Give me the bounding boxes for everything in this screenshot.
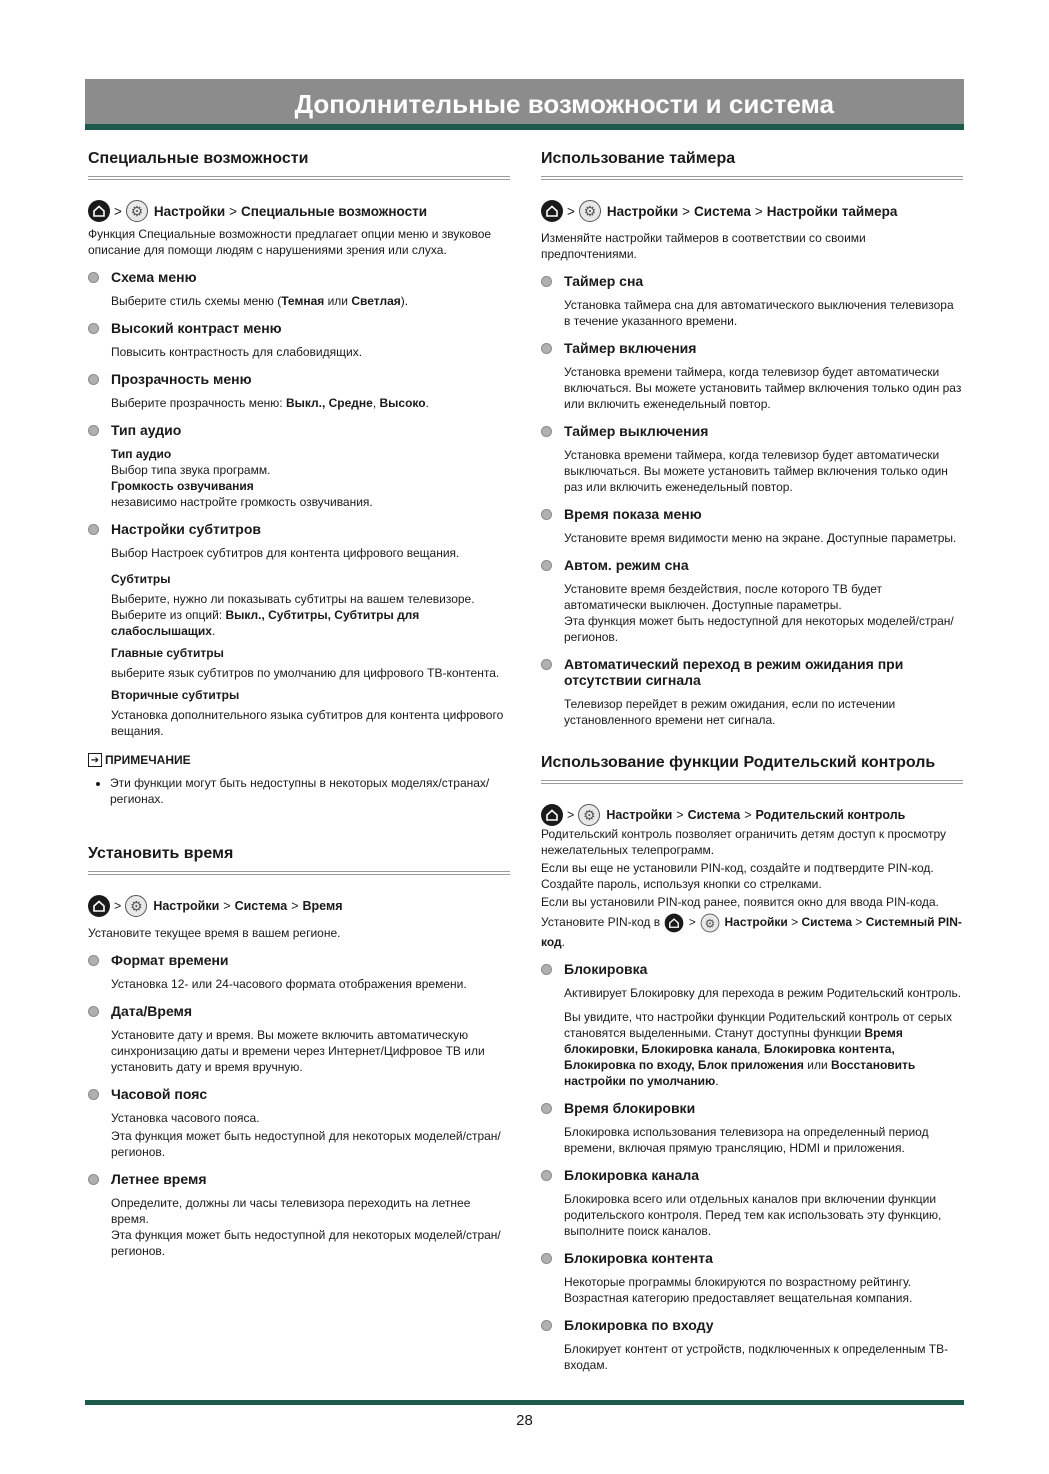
item-title: Дата/Время bbox=[111, 1003, 193, 1019]
item-text: Повысить контрастность для слабовидящих. bbox=[111, 345, 363, 359]
item-title: Блокировка bbox=[564, 961, 648, 977]
item-title: Настройки субтитров bbox=[111, 521, 262, 537]
item-title: Схема меню bbox=[111, 269, 197, 285]
item-text: Вы увидите, что настройки функции Родительский контроль от серых становятся выделенными. Станут доступны функции Время блокировки, Блокировка канала, Блокировка контента, Блокировка по входу, Блок приложения или Восстановить настройки по умолчанию. bbox=[564, 1010, 952, 1088]
intro-text: Установите PIN-код в > ⚙ Настройки > Система > Системный PIN-код. bbox=[541, 915, 962, 949]
item-title: Летнее время bbox=[111, 1171, 207, 1187]
intro-text: Родительский контроль позволяет ограничить детям доступ к просмотру нежелательных телепрограмм. bbox=[541, 827, 947, 857]
page-number: 28 bbox=[516, 1412, 533, 1429]
breadcrumb-item: Настройки bbox=[153, 899, 220, 913]
breadcrumb: > ⚙ Настройки > Специальные возможности bbox=[88, 200, 510, 222]
item-title: Таймер включения bbox=[564, 340, 697, 356]
item-title: Автом. режим сна bbox=[564, 557, 689, 573]
item-text: Блокировка использования телевизора на определенный период времени, включая прямую трансляцию, HDMI и приложения. bbox=[564, 1125, 929, 1155]
intro-text: Если вы установили PIN-код ранее, появится окно для ввода PIN-кода. bbox=[541, 895, 939, 909]
bullet-icon bbox=[541, 560, 552, 571]
item-text: Блокирует контент от устройств, подключенных к определенным ТВ-входам. bbox=[564, 1342, 949, 1372]
list-item bbox=[541, 1250, 963, 1306]
item-text: Установка 12- или 24-часового формата отображения времени. bbox=[111, 977, 467, 991]
right-column bbox=[541, 150, 963, 1373]
list-item bbox=[541, 1167, 963, 1239]
page-title: Дополнительные возможности и система bbox=[294, 89, 834, 119]
list-item bbox=[541, 340, 963, 412]
item-title: Формат времени bbox=[111, 952, 229, 968]
breadcrumb-item: Система bbox=[234, 899, 288, 913]
bullet-icon bbox=[88, 955, 99, 966]
bullet-icon bbox=[541, 276, 552, 287]
list-item bbox=[88, 269, 510, 309]
list-item bbox=[541, 656, 963, 728]
bullet-icon bbox=[88, 524, 99, 535]
list-item bbox=[541, 557, 963, 645]
breadcrumb-item: Специальные возможности bbox=[241, 203, 428, 219]
sub-heading: Тип аудио bbox=[111, 447, 172, 461]
home-icon bbox=[665, 914, 684, 933]
home-icon bbox=[541, 804, 563, 826]
breadcrumb-item: Система bbox=[694, 203, 751, 219]
list-item bbox=[541, 961, 963, 1089]
list-item bbox=[541, 1100, 963, 1156]
item-title: Высокий контраст меню bbox=[111, 320, 282, 336]
list-item bbox=[88, 952, 510, 992]
bullet-icon bbox=[541, 426, 552, 437]
home-icon bbox=[541, 200, 563, 222]
list-item bbox=[541, 506, 963, 546]
breadcrumb: > ⚙ Настройки > Система > Родительский контроль bbox=[541, 804, 963, 826]
breadcrumb-item: Родительский контроль bbox=[755, 808, 906, 822]
intro-text: Установите текущее время в вашем регионе. bbox=[88, 926, 341, 940]
bullet-icon bbox=[541, 343, 552, 354]
bullet-icon bbox=[541, 1253, 552, 1264]
item-title: Прозрачность меню bbox=[111, 371, 252, 387]
section-title-accessibility: Специальные возможности bbox=[88, 150, 510, 180]
item-text: Определите, должны ли часы телевизора переходить на летнее время. bbox=[111, 1196, 471, 1226]
bullet-icon bbox=[541, 1320, 552, 1331]
item-title: Блокировка по входу bbox=[564, 1317, 714, 1333]
item-text: Установка таймера сна для автоматического выключения телевизора в течение указанного времени. bbox=[564, 298, 954, 328]
item-title: Таймер выключения bbox=[564, 423, 709, 439]
section-title-timer: Использование таймера bbox=[541, 150, 963, 180]
breadcrumb-item: Настройки таймера bbox=[766, 203, 898, 219]
item-text: Телевизор перейдет в режим ожидания, если по истечении установленного времени нет сигнала. bbox=[564, 697, 896, 727]
list-item bbox=[88, 371, 510, 411]
item-text: Активирует Блокировку для перехода в режим Родительский контроль. bbox=[564, 986, 962, 1000]
item-title: Блокировка канала bbox=[564, 1167, 700, 1183]
item-text: Установите время видимости меню на экране. Доступные параметры. bbox=[564, 531, 957, 545]
item-text: Установка времени таймера, когда телевизор будет автоматически включаться. Вы можете установить таймер включения только один раз или включить еженедельный повтор. bbox=[564, 365, 962, 411]
bullet-icon bbox=[88, 374, 99, 385]
sub-heading: Главные субтитры bbox=[111, 646, 224, 660]
bullet-icon bbox=[88, 1174, 99, 1185]
home-icon bbox=[88, 200, 110, 222]
item-text: Выбор Настроек субтитров для контента цифрового вещания. bbox=[111, 546, 460, 560]
item-text: Выбор типа звука программ. bbox=[111, 463, 271, 477]
item-title: Время показа меню bbox=[564, 506, 702, 522]
item-title: Блокировка контента bbox=[564, 1250, 713, 1266]
item-text: Выберите прозрачность меню: Выкл., Средне, Высоко. bbox=[111, 396, 429, 410]
bullet-icon bbox=[88, 272, 99, 283]
list-item bbox=[541, 273, 963, 329]
breadcrumb-item: Время bbox=[302, 899, 343, 913]
note-list bbox=[88, 775, 510, 807]
gear-icon: ⚙ bbox=[701, 914, 720, 933]
breadcrumb: > ⚙ Настройки > Система > Время bbox=[88, 895, 510, 917]
left-column bbox=[88, 150, 510, 1259]
item-text: Блокировка всего или отдельных каналов при включении функции родительского контроля. Перед тем как использовать эту функцию, выполните поиск каналов. bbox=[564, 1192, 942, 1238]
item-text: Установите дату и время. Вы можете включить автоматическую синхронизацию даты и времени через Интернет/Цифровое ТВ или установить дату и время вручную. bbox=[111, 1028, 485, 1074]
note-heading: ➔ ПРИМЕЧАНИЕ bbox=[88, 753, 510, 767]
sub-heading: Громкость озвучивания bbox=[111, 479, 254, 493]
gear-icon: ⚙ bbox=[579, 200, 601, 222]
item-text: Выберите, нужно ли показывать субтитры на вашем телевизоре. Выберите из опций: Выкл., Субтитры, Субтитры для слабослышащих. bbox=[111, 592, 475, 638]
bullet-icon bbox=[541, 1103, 552, 1114]
gear-icon: ⚙ bbox=[126, 200, 148, 222]
item-title: Часовой пояс bbox=[111, 1086, 208, 1102]
bullet-icon bbox=[541, 509, 552, 520]
list-item bbox=[88, 422, 510, 510]
list-item bbox=[541, 1317, 963, 1373]
breadcrumb-item: Настройки bbox=[606, 808, 673, 822]
list-item bbox=[88, 1003, 510, 1075]
bullet-icon bbox=[88, 323, 99, 334]
bullet-icon bbox=[541, 659, 552, 670]
gear-icon: ⚙ bbox=[125, 895, 147, 917]
bullet-icon bbox=[88, 1089, 99, 1100]
gear-icon: ⚙ bbox=[578, 804, 600, 826]
item-text: Выберите стиль схемы меню (Темная или Светлая). bbox=[111, 294, 409, 308]
bullet-icon bbox=[541, 964, 552, 975]
item-text: Эта функция может быть недоступной для некоторых моделей/стран/регионов. bbox=[111, 1228, 501, 1258]
item-text: независимо настройте громкость озвучивания. bbox=[111, 495, 373, 509]
breadcrumb: > ⚙ Настройки > Система > Настройки таймера bbox=[541, 200, 963, 222]
item-text: Установите время бездействия, после которого ТВ будет автоматически выключен. Доступные параметры. bbox=[564, 582, 883, 612]
breadcrumb-item: Настройки bbox=[153, 203, 226, 219]
list-item bbox=[88, 521, 510, 739]
item-text: Установка дополнительного языка субтитров для контента цифрового вещания. bbox=[111, 708, 504, 738]
item-text: Эта функция может быть недоступной для некоторых моделей/стран/регионов. bbox=[564, 614, 954, 644]
item-text: Установка времени таймера, когда телевизор будет автоматически выключаться. Вы можете установить таймер включения только один раз или включить еженедельный повтор. bbox=[564, 448, 948, 494]
section-title-parental: Использование функции Родительский контроль bbox=[541, 754, 963, 784]
item-text: выберите язык субтитров по умолчанию для цифрового ТВ-контента. bbox=[111, 666, 500, 680]
bullet-icon bbox=[541, 1170, 552, 1181]
list-item bbox=[541, 423, 963, 495]
list-item bbox=[88, 1171, 510, 1259]
list-item bbox=[88, 1086, 510, 1160]
intro-text: Функция Специальные возможности предлагает опции меню и звуковое описание для помощи людям с нарушениями зрения или слуха. bbox=[88, 227, 492, 257]
intro-text: Если вы еще не установили PIN-код, создайте и подтвердите PIN-код. Создайте пароль, используя кнопки со стрелками. bbox=[541, 861, 934, 891]
item-title: Автоматический переход в режим ожидания при отсутствии сигнала bbox=[564, 656, 904, 688]
breadcrumb-item: Настройки bbox=[606, 203, 679, 219]
header-banner bbox=[85, 79, 964, 130]
bullet-icon bbox=[88, 425, 99, 436]
item-text: Эта функция может быть недоступной для некоторых моделей/стран/регионов. bbox=[111, 1129, 501, 1159]
intro-text: Изменяйте настройки таймеров в соответствии со своими предпочтениями. bbox=[541, 231, 866, 261]
note-icon: ➔ bbox=[88, 753, 102, 767]
list-item: • Эти функции могут быть недоступны в некоторых моделях/странах/регионах. bbox=[110, 775, 510, 807]
item-text: Некоторые программы блокируются по возрастному рейтингу. Возрастная категорию предоставляет вещательная компания. bbox=[564, 1275, 913, 1305]
home-icon bbox=[88, 895, 110, 917]
section-title-set-time: Установить время bbox=[88, 845, 510, 875]
sub-heading: Вторичные субтитры bbox=[111, 688, 240, 702]
item-title: Время блокировки bbox=[564, 1100, 696, 1116]
sub-heading: Субтитры bbox=[111, 572, 171, 586]
footer-divider bbox=[85, 1400, 964, 1405]
item-title: Тип аудио bbox=[111, 422, 182, 438]
list-item bbox=[88, 320, 510, 360]
breadcrumb-item: Система bbox=[687, 808, 741, 822]
item-text: Установка часового пояса. bbox=[111, 1111, 260, 1125]
bullet-icon bbox=[88, 1006, 99, 1017]
item-title: Таймер сна bbox=[564, 273, 644, 289]
